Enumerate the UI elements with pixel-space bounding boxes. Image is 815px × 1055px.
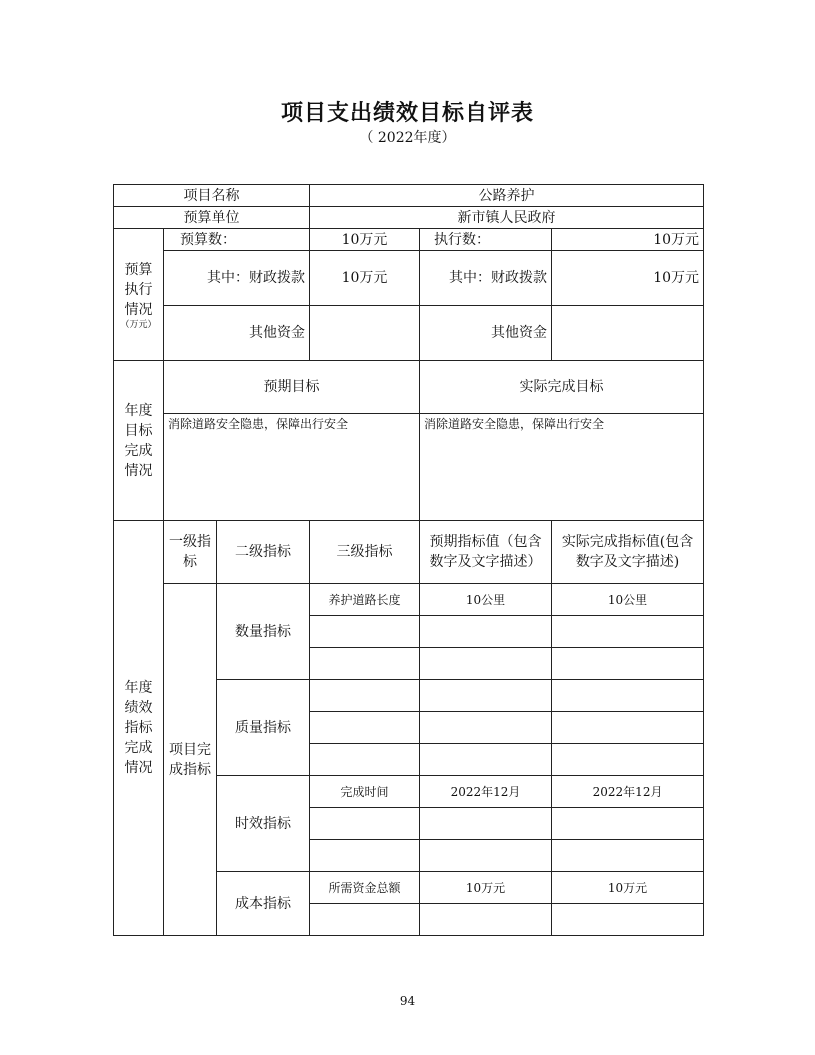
annual-goal-header-row [114,361,704,414]
perf-header-row [114,521,704,584]
time-indicator-label: 时效指标 [217,776,310,872]
quantity-row1-name: 养护道路长度 [310,584,420,616]
quality-indicator-label: 质量指标 [217,680,310,776]
budget-exec-unit: （万元） [120,319,157,330]
cost-indicator-label: 成本指标 [217,872,310,936]
annual-goal-section-label: 年度目标完成情况 [114,361,164,521]
budget-count-value: 10万元 [310,229,420,251]
other-funds-budget-value [310,306,420,361]
page-title: 项目支出绩效目标自评表 [280,101,534,126]
fiscal-label: 其中：财政拨款 [164,251,310,306]
col-level3-header: 三级指标 [310,521,420,584]
fiscal-exec-label: 其中：财政拨款 [420,251,552,306]
exec-count-label: 执行数： [420,229,552,251]
budget-exec-section-label: 预算执行情况 （万元） [114,229,164,361]
other-funds-row [114,306,704,361]
fiscal-budget-value: 10万元 [310,251,420,306]
time-row1-expected: 2022年12月 [420,776,552,808]
perf-section-label: 年度绩效指标完成情况 [114,521,164,936]
actual-goal-text: 消除道路安全隐患，保障出行安全 [420,414,704,521]
other-funds-label: 其他资金 [164,306,310,361]
actual-goal-header: 实际完成目标 [420,361,704,414]
other-funds-exec-label: 其他资金 [420,306,552,361]
expected-goal-header: 预期目标 [164,361,420,414]
cost-row1-expected: 10万元 [420,872,552,904]
exec-count-value: 10万元 [552,229,704,251]
page-number: 94 [399,994,416,1008]
cost-row1-name: 所需资金总额 [310,872,420,904]
cost-row1-actual: 10万元 [552,872,704,904]
table-row [114,584,704,616]
col-expected-header: 预期指标值（包含数字及文字描述） [420,521,552,584]
budget-unit-value: 新市镇人民政府 [310,207,704,229]
quantity-row1-expected: 10公里 [420,584,552,616]
budget-count-label: 预算数： [164,229,310,251]
project-name-value: 公路养护 [310,185,704,207]
col-actual-header: 实际完成指标值(包含数字及文字描述) [552,521,704,584]
self-evaluation-form [113,184,704,936]
other-funds-exec-value [552,306,704,361]
fiscal-row [114,251,704,306]
annual-goal-content-row [114,414,704,521]
project-name-row [114,185,704,207]
col-level2-header: 二级指标 [217,521,310,584]
budget-unit-row [114,207,704,229]
budget-count-row [114,229,704,251]
quantity-indicator-label: 数量指标 [217,584,310,680]
quantity-row1-actual: 10公里 [552,584,704,616]
fiscal-exec-value: 10万元 [552,251,704,306]
expected-goal-text: 消除道路安全隐患，保障出行安全 [164,414,420,521]
time-row1-actual: 2022年12月 [552,776,704,808]
budget-unit-label: 预算单位 [114,207,310,229]
level1-indicator-cell: 项目完成指标 [164,584,217,936]
time-row1-name: 完成时间 [310,776,420,808]
project-name-label: 项目名称 [114,185,310,207]
page-subtitle: （ 2022年度） [359,130,456,146]
col-level1-header: 一级指标 [164,521,217,584]
